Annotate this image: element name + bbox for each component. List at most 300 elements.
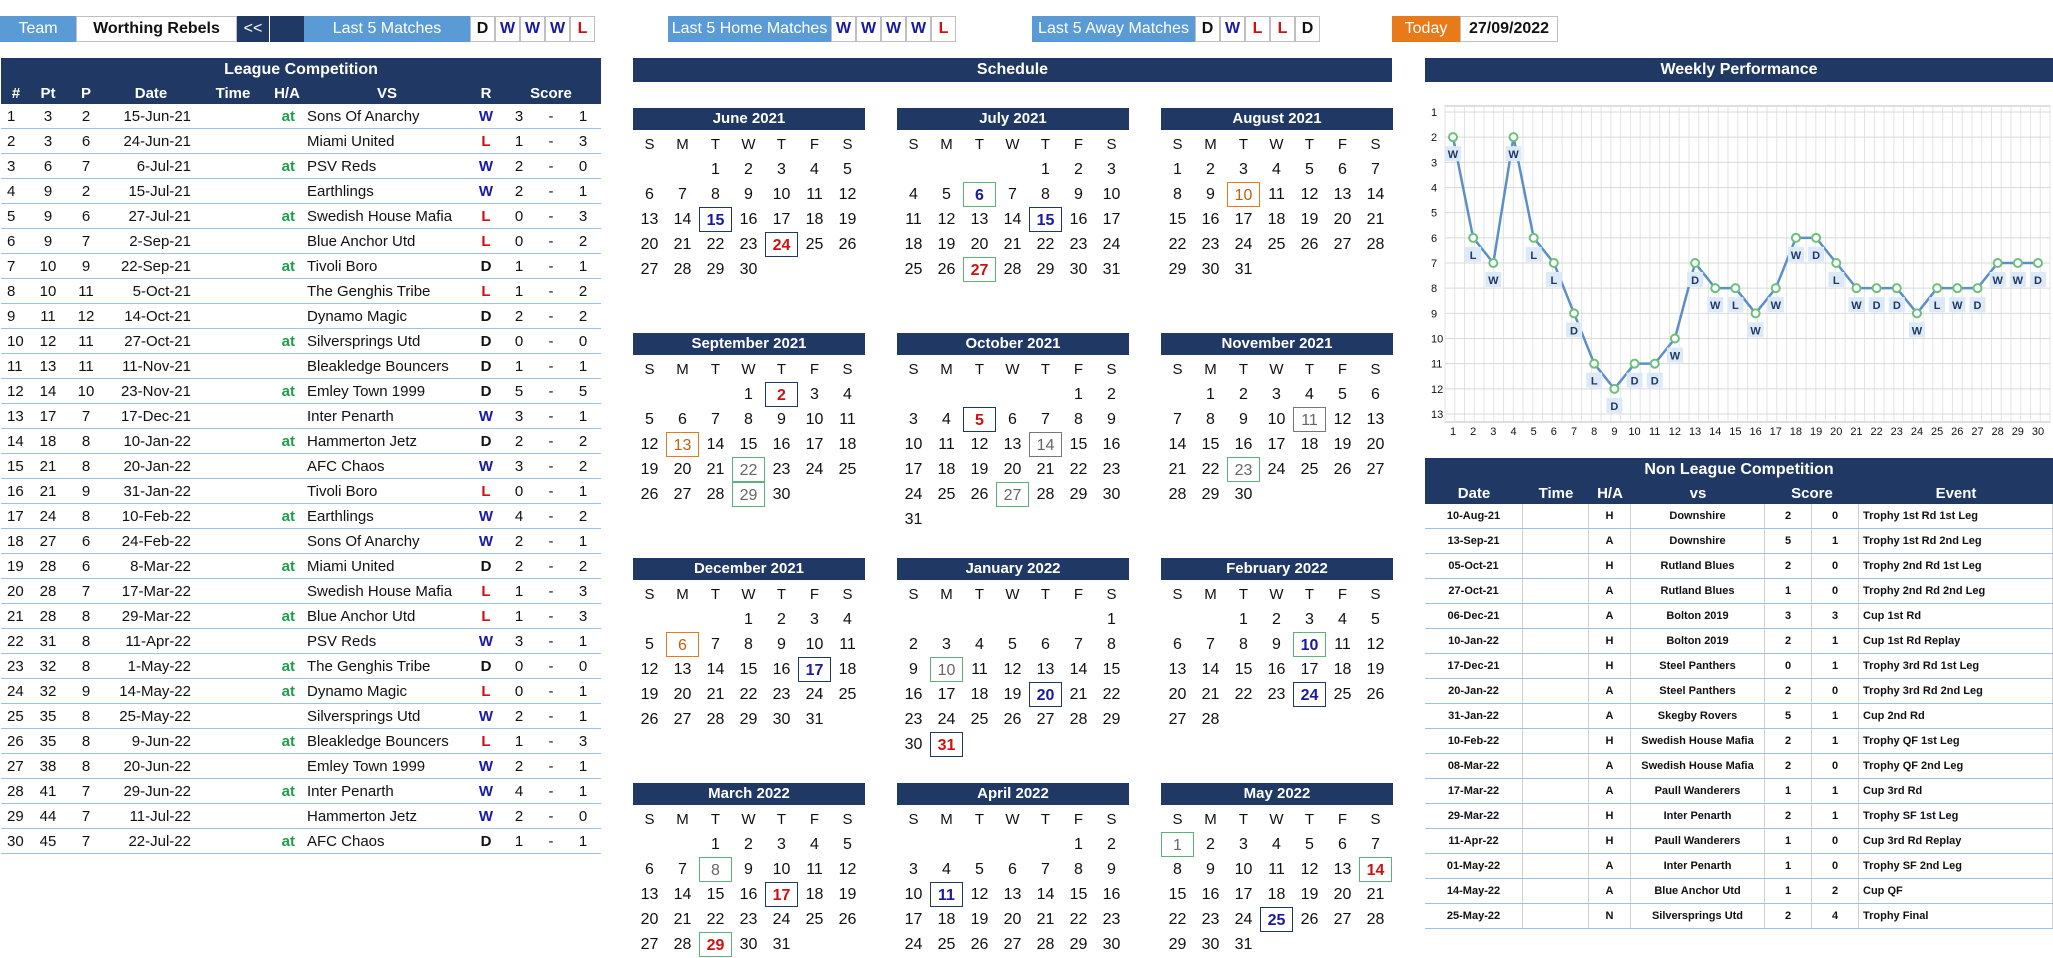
calendar-month bbox=[633, 783, 865, 957]
calendar-day: 24 bbox=[937, 711, 956, 728]
calendar-day: 4 bbox=[942, 411, 951, 428]
calendar-day: 28 bbox=[1036, 936, 1055, 953]
calendar-day: 13 bbox=[640, 211, 659, 228]
calendar-weekday-header: S bbox=[1370, 586, 1381, 603]
league-row-opponent: Blue Anchor Utd bbox=[307, 607, 416, 625]
calendar-weekday-header: T bbox=[1238, 586, 1249, 603]
calendar-day: 2 bbox=[1107, 836, 1116, 853]
league-row-opponent: Emley Town 1999 bbox=[307, 757, 426, 775]
calendar-weekday-header: S bbox=[908, 811, 919, 828]
league-row-date: 17-Mar-22 bbox=[121, 582, 191, 600]
league-row-points: 17 bbox=[39, 407, 57, 425]
calendar-day: 5 bbox=[942, 186, 951, 203]
calendar-weekday-header: T bbox=[1040, 361, 1051, 378]
league-row-number: 1 bbox=[7, 107, 16, 125]
calendar-day: 14 bbox=[1168, 436, 1187, 453]
chart-data-label: W bbox=[1750, 325, 1761, 338]
league-row-score-against: 1 bbox=[578, 757, 588, 775]
calendar-match-day[interactable]: 14 bbox=[1029, 432, 1062, 457]
calendar-day: 7 bbox=[678, 861, 687, 878]
league-row bbox=[1, 329, 601, 354]
non-league-row-date: 25-May-22 bbox=[1425, 904, 1523, 928]
league-row-venue bbox=[267, 279, 295, 303]
league-row-number: 18 bbox=[7, 532, 24, 550]
non-league-row-date: 27-Oct-21 bbox=[1425, 579, 1523, 603]
chart-x-tick-label: 27 bbox=[1971, 426, 1984, 438]
chart-x-tick-label: 6 bbox=[1550, 426, 1557, 438]
chart-data-label: D bbox=[1872, 300, 1881, 313]
calendar-day: 1 bbox=[1074, 836, 1083, 853]
calendar-day: 21 bbox=[706, 686, 725, 703]
calendar-day: 9 bbox=[744, 861, 753, 878]
league-row-points: 11 bbox=[40, 307, 56, 325]
calendar-grid bbox=[1161, 582, 1393, 732]
chart-point bbox=[1631, 360, 1639, 368]
calendar-day: 28 bbox=[706, 486, 725, 503]
league-row-position: 11 bbox=[78, 282, 94, 300]
league-row-date: 23-Nov-21 bbox=[120, 382, 191, 400]
league-row-venue bbox=[267, 629, 295, 653]
calendar-day: 3 bbox=[909, 861, 918, 878]
calendar-day: 9 bbox=[1272, 636, 1281, 653]
calendar-day: 8 bbox=[711, 186, 720, 203]
league-row-score-for: 4 bbox=[514, 782, 524, 800]
calendar-month-title: April 2022 bbox=[897, 783, 1129, 805]
non-league-row-date: 06-Dec-21 bbox=[1425, 604, 1523, 628]
calendar-grid bbox=[633, 132, 865, 282]
calendar-match-day[interactable]: 31 bbox=[930, 732, 963, 757]
calendar-match-day[interactable]: 10 bbox=[930, 657, 963, 682]
non-league-row-time bbox=[1523, 579, 1589, 603]
chart-y-tick-label: 1 bbox=[1431, 107, 1438, 119]
league-row-score-for: 1 bbox=[514, 357, 524, 375]
non-league-row-score-for: 2 bbox=[1765, 629, 1812, 653]
non-league-row-time bbox=[1523, 504, 1589, 528]
non-league-row bbox=[1425, 654, 2053, 679]
calendar-day: 18 bbox=[937, 461, 956, 478]
league-row-position: 7 bbox=[81, 582, 91, 600]
last5-result-3: W bbox=[520, 16, 545, 42]
chart-point bbox=[1893, 284, 1901, 292]
league-row-number: 26 bbox=[7, 732, 24, 750]
calendar-weekday-header: W bbox=[741, 361, 756, 378]
chart-point bbox=[1651, 360, 1659, 368]
calendar-blank bbox=[666, 832, 699, 857]
calendar-month-title: September 2021 bbox=[633, 333, 865, 355]
calendar-blank bbox=[996, 157, 1029, 182]
league-row-opponent: Hammerton Jetz bbox=[307, 807, 418, 825]
calendar-day: 16 bbox=[1102, 886, 1121, 903]
calendar-day: 8 bbox=[1239, 636, 1248, 653]
league-row-position: 6 bbox=[81, 532, 91, 550]
league-row-score-against: 1 bbox=[578, 682, 588, 700]
league-row-position: 7 bbox=[81, 232, 91, 250]
non-league-row-event: Cup 3rd Rd bbox=[1859, 779, 2053, 803]
non-league-row-event: Cup 2nd Rd bbox=[1859, 704, 2053, 728]
non-league-row-score-for: 2 bbox=[1765, 754, 1812, 778]
calendar-weekday-header: M bbox=[676, 361, 689, 378]
calendar-day: 3 bbox=[1272, 386, 1281, 403]
league-row-score-separator: - bbox=[548, 182, 554, 200]
calendar-match-day[interactable]: 15 bbox=[699, 207, 732, 232]
calendar-blank bbox=[666, 157, 699, 182]
calendar-day: 28 bbox=[1366, 236, 1385, 253]
league-row-points: 35 bbox=[39, 707, 57, 725]
calendar-match-day[interactable]: 10 bbox=[1227, 182, 1260, 207]
calendar-day: 14 bbox=[1366, 186, 1385, 203]
league-row-date: 29-Mar-22 bbox=[121, 607, 191, 625]
league-row-date: 9-Jun-22 bbox=[131, 732, 191, 750]
calendar-day: 15 bbox=[1234, 661, 1253, 678]
calendar-day: 19 bbox=[1300, 886, 1319, 903]
calendar-weekday-header: F bbox=[1337, 586, 1348, 603]
calendar-weekday-header: S bbox=[1172, 586, 1183, 603]
league-row-number: 15 bbox=[7, 457, 24, 475]
calendar-day: 4 bbox=[942, 861, 951, 878]
non-league-row-date: 01-May-22 bbox=[1425, 854, 1523, 878]
calendar-day: 23 bbox=[739, 236, 758, 253]
non-league-row-event: Trophy SF 1st Leg bbox=[1859, 804, 2053, 828]
calendar-day: 12 bbox=[1366, 636, 1385, 653]
chart-data-label: W bbox=[1488, 275, 1499, 287]
calendar-day: 4 bbox=[1305, 386, 1314, 403]
chart-x-tick-label: 23 bbox=[1890, 426, 1903, 438]
calendar-day: 16 bbox=[1201, 211, 1220, 228]
calendar-day: 7 bbox=[1371, 836, 1380, 853]
calendar-day: 20 bbox=[1333, 886, 1352, 903]
league-row bbox=[1, 529, 601, 554]
league-row-result: W bbox=[478, 782, 494, 800]
non-league-row bbox=[1425, 779, 2053, 804]
calendar-match-day[interactable]: 23 bbox=[1227, 457, 1260, 482]
calendar-match-day[interactable]: 17 bbox=[765, 882, 798, 907]
non-league-row-event: Trophy Final bbox=[1859, 904, 2053, 928]
non-league-row-score-against: 3 bbox=[1812, 604, 1859, 628]
calendar-match-day[interactable]: 11 bbox=[1293, 407, 1326, 432]
calendar-blank bbox=[963, 157, 996, 182]
league-row-score-for: 3 bbox=[514, 107, 524, 125]
calendar-weekday-header: W bbox=[1269, 586, 1284, 603]
chart-x-tick-label: 8 bbox=[1591, 426, 1598, 438]
calendar-match-day[interactable]: 15 bbox=[1029, 207, 1062, 232]
calendar-day: 25 bbox=[805, 911, 824, 928]
calendar-day: 4 bbox=[1338, 611, 1347, 628]
non-league-row-opponent: Skegby Rovers bbox=[1631, 704, 1765, 728]
calendar-day: 11 bbox=[806, 186, 823, 203]
chart-x-tick-label: 16 bbox=[1749, 426, 1762, 438]
league-row-score-against: 0 bbox=[578, 157, 588, 175]
calendar-match-day[interactable]: 29 bbox=[699, 932, 732, 957]
non-league-row bbox=[1425, 804, 2053, 829]
team-name-field[interactable]: Worthing Rebels bbox=[76, 16, 237, 42]
calendar-day: 26 bbox=[1366, 686, 1385, 703]
calendar-day: 9 bbox=[777, 636, 786, 653]
chart-point bbox=[1550, 259, 1558, 267]
league-row-number: 25 bbox=[7, 707, 24, 725]
calendar-day: 18 bbox=[937, 911, 956, 928]
calendar-match-day[interactable]: 6 bbox=[666, 632, 699, 657]
calendar-day: 28 bbox=[1069, 711, 1088, 728]
non-league-row-score-for: 5 bbox=[1765, 529, 1812, 553]
league-row-score-separator: - bbox=[548, 407, 554, 425]
league-row-number: 16 bbox=[7, 482, 24, 500]
calendar-day: 12 bbox=[970, 436, 989, 453]
non-league-row bbox=[1425, 529, 2053, 554]
calendar-weekday-header: S bbox=[1370, 361, 1381, 378]
calendar-day: 4 bbox=[843, 386, 852, 403]
calendar-day: 3 bbox=[942, 636, 951, 653]
league-row-opponent: Swedish House Mafia bbox=[307, 207, 453, 225]
calendar-match-day[interactable]: 27 bbox=[996, 482, 1029, 507]
calendar-day: 6 bbox=[1338, 161, 1347, 178]
chart-y-tick-label: 10 bbox=[1431, 333, 1444, 346]
chart-y-tick-label: 5 bbox=[1431, 207, 1438, 220]
chart-y-tick-label: 12 bbox=[1431, 383, 1444, 396]
league-row-score-against: 1 bbox=[578, 107, 588, 125]
chart-data-label: D bbox=[1650, 375, 1659, 388]
calendar-day: 6 bbox=[1371, 386, 1380, 403]
non-league-row-event: Trophy 2nd Rd 2nd Leg bbox=[1859, 579, 2053, 603]
calendar-day: 30 bbox=[904, 736, 923, 753]
calendar-match-day[interactable]: 29 bbox=[732, 482, 765, 507]
non-league-row-opponent: Swedish House Mafia bbox=[1631, 729, 1765, 753]
chart-point bbox=[1691, 259, 1699, 267]
chart-point bbox=[1752, 309, 1760, 317]
calendar-day: 21 bbox=[1069, 686, 1088, 703]
calendar-day: 30 bbox=[1069, 261, 1088, 278]
league-row-position: 8 bbox=[81, 732, 91, 750]
calendar-day: 6 bbox=[645, 186, 654, 203]
chart-y-tick-label: 7 bbox=[1431, 258, 1438, 270]
calendar-day: 16 bbox=[1267, 661, 1286, 678]
calendar-day: 25 bbox=[937, 936, 956, 953]
calendar-day: 9 bbox=[1206, 861, 1215, 878]
calendar-day: 1 bbox=[711, 161, 720, 178]
last5-result-2: W bbox=[495, 16, 520, 42]
league-row-result: W bbox=[478, 157, 494, 175]
league-row-points: 21 bbox=[39, 482, 57, 500]
calendar-day: 17 bbox=[772, 211, 791, 228]
non-league-row-score-against: 0 bbox=[1812, 854, 1859, 878]
league-row-points: 6 bbox=[43, 157, 53, 175]
calendar-day: 23 bbox=[739, 911, 758, 928]
calendar-day: 3 bbox=[1239, 836, 1248, 853]
league-row-opponent: Tivoli Boro bbox=[307, 482, 378, 500]
nav-back-button[interactable]: << bbox=[237, 16, 269, 42]
non-league-row-opponent: Swedish House Mafia bbox=[1631, 754, 1765, 778]
calendar-day: 15 bbox=[739, 661, 758, 678]
calendar-day: 2 bbox=[1206, 161, 1215, 178]
league-row-venue bbox=[267, 479, 295, 503]
league-row-score-for: 2 bbox=[514, 807, 524, 825]
calendar-weekday-header: F bbox=[809, 811, 820, 828]
non-league-row-opponent: Rutland Blues bbox=[1631, 554, 1765, 578]
non-league-row-venue: H bbox=[1589, 654, 1631, 678]
calendar-match-day[interactable]: 24 bbox=[765, 232, 798, 257]
league-row-score-for: 2 bbox=[514, 707, 524, 725]
calendar-day: 31 bbox=[904, 511, 923, 528]
chart-y-tick-label: 2 bbox=[1431, 132, 1438, 145]
calendar-day: 5 bbox=[1371, 611, 1380, 628]
calendar-day: 25 bbox=[1267, 236, 1286, 253]
league-row-points: 3 bbox=[43, 107, 53, 125]
league-header-score: Score bbox=[530, 84, 572, 102]
calendar-grid bbox=[897, 357, 1129, 532]
league-row-opponent: Blue Anchor Utd bbox=[307, 232, 416, 250]
league-row-date: 5-Oct-21 bbox=[132, 282, 191, 300]
calendar-day: 6 bbox=[645, 861, 654, 878]
non-league-row-opponent: Paull Wanderers bbox=[1631, 779, 1765, 803]
league-row bbox=[1, 129, 601, 154]
calendar-day: 12 bbox=[1300, 861, 1319, 878]
calendar-day: 16 bbox=[1102, 436, 1121, 453]
calendar-day: 3 bbox=[777, 836, 786, 853]
league-row-venue: at bbox=[281, 157, 295, 175]
league-row-score-for: 5 bbox=[514, 382, 524, 400]
league-row-number: 3 bbox=[7, 157, 16, 175]
calendar-day: 19 bbox=[838, 886, 857, 903]
chart-x-tick-label: 11 bbox=[1649, 426, 1661, 438]
league-row-position: 8 bbox=[81, 707, 91, 725]
non-league-row-event: Trophy QF 2nd Leg bbox=[1859, 754, 2053, 778]
league-row-opponent: Dynamo Magic bbox=[307, 682, 408, 700]
calendar-match-day[interactable]: 22 bbox=[732, 457, 765, 482]
non-league-row-time bbox=[1523, 729, 1589, 753]
non-league-row-venue: A bbox=[1589, 779, 1631, 803]
calendar-weekday-header: T bbox=[1040, 136, 1051, 153]
calendar-day: 22 bbox=[706, 911, 725, 928]
chart-x-tick-label: 24 bbox=[1910, 426, 1924, 438]
league-row-score-separator: - bbox=[548, 307, 554, 325]
calendar-day: 19 bbox=[1366, 661, 1385, 678]
calendar-day: 2 bbox=[1074, 161, 1083, 178]
league-row-date: 15-Jul-21 bbox=[128, 182, 191, 200]
last5-away-result-4: L bbox=[1270, 16, 1295, 42]
calendar-weekday-header: F bbox=[1073, 586, 1084, 603]
non-league-row-event: Trophy SF 2nd Leg bbox=[1859, 854, 2053, 878]
calendar-match-day[interactable]: 17 bbox=[798, 657, 831, 682]
calendar-day: 8 bbox=[1206, 411, 1215, 428]
non-league-row-date: 29-Mar-22 bbox=[1425, 804, 1523, 828]
calendar-match-day[interactable]: 10 bbox=[1293, 632, 1326, 657]
calendar-day: 3 bbox=[810, 611, 819, 628]
league-row-position: 8 bbox=[81, 507, 91, 525]
calendar-match-day[interactable]: 5 bbox=[963, 407, 996, 432]
calendar-weekday-header: F bbox=[809, 136, 820, 153]
calendar-match-day[interactable]: 6 bbox=[963, 182, 996, 207]
league-row-opponent: Miami United bbox=[307, 557, 395, 575]
calendar-weekday-header: S bbox=[644, 811, 655, 828]
calendar-day: 31 bbox=[1234, 936, 1253, 953]
calendar-day: 20 bbox=[970, 236, 989, 253]
calendar-day: 31 bbox=[772, 936, 791, 953]
calendar-day: 1 bbox=[1206, 386, 1215, 403]
calendar-weekday-header: T bbox=[974, 136, 985, 153]
calendar-month bbox=[1161, 558, 1393, 732]
calendar-match-day[interactable]: 24 bbox=[1293, 682, 1326, 707]
chart-x-tick-label: 22 bbox=[1870, 426, 1883, 438]
calendar-day: 12 bbox=[640, 436, 659, 453]
calendar-grid bbox=[633, 357, 865, 507]
calendar-day: 21 bbox=[1003, 236, 1022, 253]
league-row-result: D bbox=[480, 382, 492, 400]
calendar-match-day[interactable]: 27 bbox=[963, 257, 996, 282]
calendar-day: 30 bbox=[772, 486, 791, 503]
calendar-day: 14 bbox=[1036, 886, 1055, 903]
league-row-score-separator: - bbox=[548, 132, 554, 150]
calendar-weekday-header: T bbox=[1238, 811, 1249, 828]
calendar-match-day[interactable]: 8 bbox=[699, 857, 732, 882]
calendar-day: 13 bbox=[970, 211, 989, 228]
league-row-position: 6 bbox=[81, 557, 91, 575]
calendar-day: 11 bbox=[1334, 636, 1351, 653]
calendar-day: 7 bbox=[1008, 186, 1017, 203]
non-league-row-date: 14-May-22 bbox=[1425, 879, 1523, 903]
calendar-weekday-header: S bbox=[908, 361, 919, 378]
calendar-day: 11 bbox=[839, 411, 856, 428]
league-row-number: 23 bbox=[7, 657, 24, 675]
calendar-day: 3 bbox=[1239, 161, 1248, 178]
league-row-points: 35 bbox=[39, 732, 57, 750]
calendar-match-day[interactable]: 1 bbox=[1161, 832, 1194, 857]
league-row-score-for: 2 bbox=[514, 757, 524, 775]
league-row-result: D bbox=[480, 557, 492, 575]
league-row-score-against: 2 bbox=[578, 507, 588, 525]
calendar-day: 12 bbox=[838, 186, 857, 203]
league-row-points: 28 bbox=[39, 582, 57, 600]
calendar-day: 21 bbox=[673, 911, 692, 928]
calendar-day: 27 bbox=[640, 936, 659, 953]
league-row-venue: at bbox=[281, 607, 295, 625]
league-row-result: W bbox=[478, 457, 494, 475]
league-row-venue: at bbox=[281, 682, 295, 700]
calendar-weekday-header: T bbox=[710, 811, 721, 828]
league-header-p: P bbox=[80, 84, 91, 102]
calendar-day: 24 bbox=[805, 686, 824, 703]
calendar-match-day[interactable]: 25 bbox=[1260, 907, 1293, 932]
league-row-venue bbox=[267, 454, 295, 478]
league-row-venue bbox=[267, 529, 295, 553]
calendar-grid bbox=[633, 807, 865, 957]
calendar-day: 15 bbox=[1168, 211, 1187, 228]
calendar-match-day[interactable]: 20 bbox=[1029, 682, 1062, 707]
calendar-day: 10 bbox=[904, 886, 923, 903]
chart-y-tick-label: 11 bbox=[1431, 358, 1443, 371]
league-row-number: 17 bbox=[7, 507, 24, 525]
league-row-points: 38 bbox=[39, 757, 57, 775]
last5-result-5: L bbox=[570, 16, 595, 42]
league-row-points: 32 bbox=[39, 657, 57, 675]
league-table bbox=[1, 58, 601, 854]
league-title: League Competition bbox=[1, 58, 601, 82]
calendar-match-day[interactable]: 13 bbox=[666, 432, 699, 457]
league-row-score-separator: - bbox=[548, 532, 554, 550]
league-row bbox=[1, 454, 601, 479]
calendar-blank bbox=[1161, 607, 1194, 632]
non-league-row-opponent: Downshire bbox=[1631, 529, 1765, 553]
calendar-blank bbox=[1029, 382, 1062, 407]
calendar-match-day[interactable]: 14 bbox=[1359, 857, 1392, 882]
calendar-day: 18 bbox=[970, 686, 989, 703]
calendar-day: 20 bbox=[1003, 911, 1022, 928]
last5-home-result-4: W bbox=[906, 16, 931, 42]
league-row-result: W bbox=[478, 182, 494, 200]
calendar-match-day[interactable]: 2 bbox=[765, 382, 798, 407]
calendar-day: 18 bbox=[838, 661, 857, 678]
league-row bbox=[1, 804, 601, 829]
league-row-position: 8 bbox=[81, 607, 91, 625]
calendar-match-day[interactable]: 11 bbox=[930, 882, 963, 907]
